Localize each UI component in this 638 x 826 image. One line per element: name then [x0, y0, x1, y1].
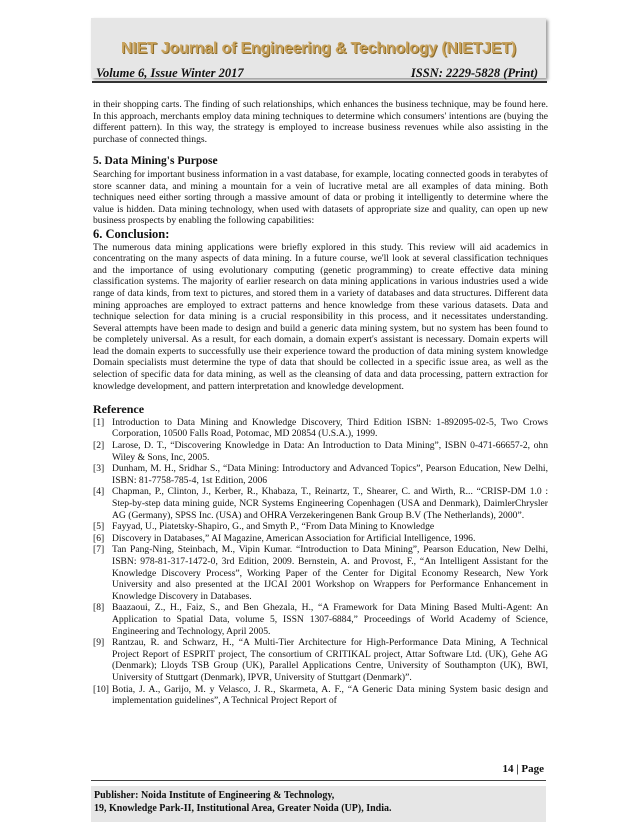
- reference-number: [6]: [93, 532, 105, 544]
- reference-item: [93, 533, 548, 545]
- header-divider: [92, 81, 547, 83]
- reference-text: Discovery in Databases,” AI Magazine, American Association for Artificial Intelligence, 1996.: [112, 532, 476, 544]
- reference-list: [93, 417, 548, 707]
- reference-number: [10]: [93, 683, 109, 695]
- reference-item: [93, 684, 548, 707]
- reference-text: Rantzau, R. and Schwarz, H., “A Multi-Tier Architecture for High-Performance Data Mining, A Technical Project Report of ESPRIT project, The consortium of CRITIKAL project, Attar Software Ltd. (UK), Gehe AG (Denmark); Lloyds TSB Group (UK), Parallel Applications Centre, University of Southampton (UK), BWI, University of Stuttgart (Denmark), IPVR, University of Stuttgart (Denmark)”.: [112, 637, 548, 683]
- reference-number: [9]: [93, 637, 105, 649]
- reference-number: [5]: [93, 521, 105, 533]
- publisher-footer: [91, 786, 546, 822]
- page-number: 14 | Page: [502, 763, 544, 775]
- reference-item: [93, 463, 548, 486]
- reference-item: [93, 637, 548, 683]
- reference-item: [93, 417, 548, 440]
- journal-title: NIET Journal of Engineering & Technology (NIETJET): [120, 40, 517, 57]
- reference-text: Baazaoui, Z., H., Faiz, S., and Ben Ghezala, H., “A Framework for Data Mining Based Multi-Agent: An Application to Spatial Data, volume 5, ISSN 1307-6884,” Proceedings of World Academy of Science, Engineering and Technology, April 2005.: [112, 602, 548, 637]
- reference-number: [2]: [93, 440, 105, 452]
- reference-text: Larose, D. T., “Discovering Knowledge in Data: An Introduction to Data Mining”, ISBN 0-471-66657-2, ohn Wiley & Sons, Inc, 2005.: [112, 440, 548, 463]
- section-6-heading: 6. Conclusion:: [93, 226, 170, 241]
- section-6-body: The numerous data mining applications were briefly explored in this study. This review will aid academics in concentrating on the many aspects of data mining. In a future course, we'll look at several classification techniques and the importance of using evolutionary computing (genetic programming) to create effective data mining classification systems. The majority of earlier research on data mining applications in various industries used a wide range of data kinds, from text to pictures, and stored them in a variety of databases and data structures. Different data mining approaches are employed to extract patterns and hence knowledge from these various datasets. Data and technique selection for data mining is a crucial responsibility in this process, and it necessitates understanding. Several attempts have been made to design and build a generic data mining system, but no system has been found to be completely universal. As a result, for each domain, a domain expert's assistant is necessary. Domain experts will lead the domain experts to successfully use their experience toward the production of data mining system knowledge Domain specialists must determine the type of data that should be collected in a specific issue area, as well as the selection of specific data for data mining, as well as the cleansing of data and data processing, pattern extraction for knowledge development, and pattern interpretation and knowledge development.: [93, 241, 548, 392]
- reference-text: Dunham, M. H., Sridhar S., “Data Mining: Introductory and Advanced Topics”, Pearson Education, New Delhi, ISBN: 81-7758-785-4, 1st Edition, 2006: [112, 463, 548, 486]
- reference-text: Botia, J. A., Garijo, M. y Velasco, J. R., Skarmeta, A. F., “A Generic Data mining System basic design and implementation guidelines”, A Technical Project Report of: [112, 683, 548, 707]
- reference-item: [93, 602, 548, 637]
- reference-item: [93, 440, 548, 463]
- references-heading: Reference: [93, 402, 145, 417]
- page-content: [93, 99, 548, 707]
- reference-text: Introduction to Data Mining and Knowledge Discovery, Third Edition ISBN: 1-892095-02-5, Two Crows Corporation, 10500 Falls Road, Potomac, MD 20854 (U.S.A.), 1999.: [112, 416, 548, 440]
- reference-item: [93, 486, 548, 521]
- publisher-line-1: Publisher: Noida Institute of Engineering & Technology,: [94, 790, 335, 801]
- section-5-body: Searching for important business information in a vast database, for example, locating connected goods in terabytes of store scanner data, and mining a mountain for a vein of lucrative metal are all examples of data mining. Both techniques need either sorting through a massive amount of data or probing it intelligently to determine where the value is hidden. Data mining technology, when used with datasets of appropriate size and quality, can open up new business prospects by enabling the following capabilities:: [93, 168, 548, 227]
- publisher-line-2: 19, Knowledge Park-II, Institutional Area, Greater Noida (UP), India.: [94, 803, 392, 814]
- reference-number: [3]: [93, 463, 105, 475]
- intro-paragraph: in their shopping carts. The finding of such relationships, which enhances the business technique, may be found here. In this approach, merchants employ data mining techniques to determine which consumers' intentions are (buying the different pattern). In this way, the strategy is employed to increase business revenues while also assisting in the purchase of connected things.: [93, 99, 548, 145]
- reference-number: [1]: [93, 416, 105, 428]
- footer-divider: [91, 780, 546, 781]
- reference-number: [7]: [93, 544, 105, 556]
- reference-item: [93, 544, 548, 602]
- reference-text: Chapman, P., Clinton, J., Kerber, R., Khabaza, T., Reinartz, T., Shearer, C. and Wirth, R... “CRISP-DM 1.0 : Step-by-step data mining guide, NCR Systems Engineering Copenhagen (USA and Denmark), DaimlerChrysler AG (Germany), SPSS Inc. (USA) and OHRA Verzekeringenen Bank Group B.V (The Netherlands), 2000”.: [112, 486, 548, 521]
- reference-item: [93, 521, 548, 533]
- reference-number: [4]: [93, 486, 105, 498]
- volume-issue-row: [96, 66, 538, 81]
- reference-text: Fayyad, U., Piatetsky-Shapiro, G., and Smyth P., “From Data Mining to Knowledge: [112, 521, 435, 533]
- issn: ISSN: 2229-5828 (Print): [410, 66, 538, 80]
- section-5-heading: 5. Data Mining's Purpose: [93, 155, 218, 168]
- reference-text: Tan Pang-Ning, Steinbach, M., Vipin Kumar. “Introduction to Data Mining”, Pearson Education, New Delhi, ISBN: 978-81-317-1472-0, 3rd Edition, 2009. Bernstein, A. and Provost, F., “An Intelligent Assistant for the Knowledge Discovery Process”, Working Paper of the Center for Digital Economy Research, New York University and also presented at the IJCAI 2001 Workshop on Wrappers for Performance Enhancement in Knowledge Discovery in Databases.: [112, 544, 548, 602]
- reference-number: [8]: [93, 602, 105, 614]
- volume-issue: Volume 6, Issue Winter 2017: [96, 66, 244, 80]
